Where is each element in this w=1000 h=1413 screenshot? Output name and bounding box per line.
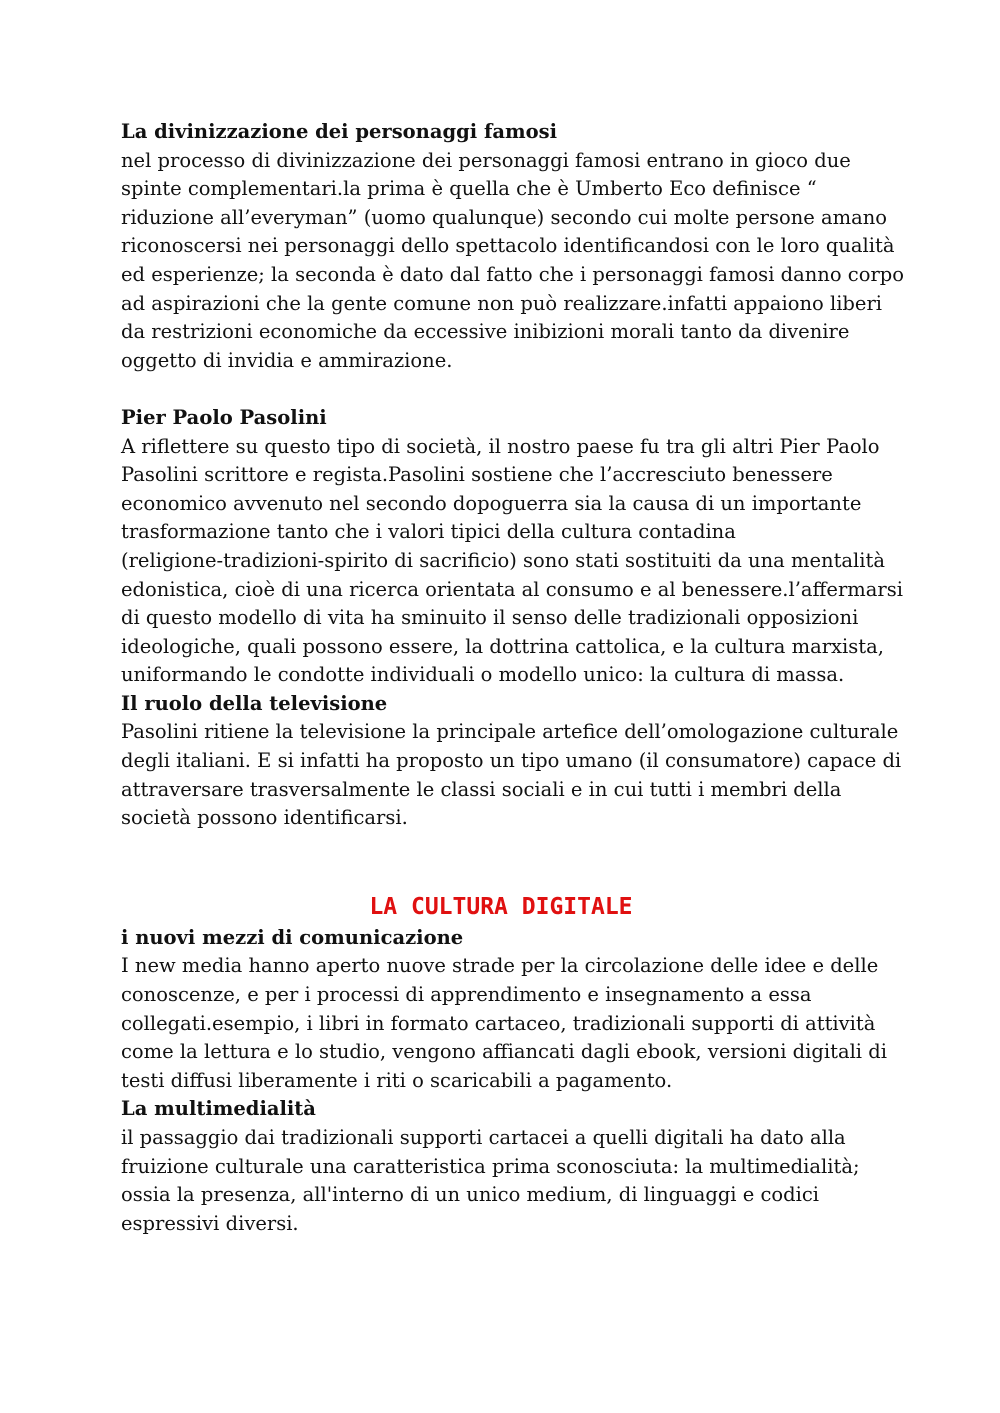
text-line: I new media hanno aperto nuove strade per la circolazione delle idee e delle xyxy=(121,954,879,978)
text-line: A riflettere su questo tipo di società, il nostro paese fu tra gli altri Pier Paolo xyxy=(121,434,880,458)
text-line: collegati.esempio, i libri in formato cartaceo, tradizionali supporti di attività xyxy=(121,1011,876,1035)
section-paragraph xyxy=(121,433,903,690)
text-line: testi diffusi liberamente i riti o scaricabili a pagamento. xyxy=(121,1068,673,1092)
text-line: ed esperienze; la seconda è dato dal fatto che i personaggi famosi danno corpo xyxy=(121,262,904,286)
text-line: nel processo di divinizzazione dei personaggi famosi entrano in gioco due xyxy=(121,148,851,172)
section-paragraph xyxy=(121,952,887,1095)
text-line: (religione-tradizioni-spirito di sacrificio) sono stati sostituiti da una mentalità xyxy=(121,548,885,572)
text-line: ideologiche, quali possono essere, la dottrina cattolica, e la cultura marxista, xyxy=(121,634,884,658)
text-line: conoscenze, e per i processi di apprendimento e insegnamento a essa xyxy=(121,983,812,1007)
section-paragraph xyxy=(121,718,902,832)
text-line: Pasolini scrittore e regista.Pasolini sostiene che l’accresciuto benessere xyxy=(121,463,833,487)
text-line: espressivi diversi. xyxy=(121,1211,299,1235)
section-divinizzazione xyxy=(121,118,904,375)
chapter-title: LA CULTURA DIGITALE xyxy=(369,893,633,920)
text-line: degli italiani. E si infatti ha proposto un tipo umano (il consumatore) capace di xyxy=(121,749,902,773)
text-line: da restrizioni economiche da eccessive inibizioni morali tanto da divenire xyxy=(121,320,850,344)
text-line: oggetto di invidia e ammirazione. xyxy=(121,348,453,372)
section-heading: i nuovi mezzi di comunicazione xyxy=(121,925,464,949)
text-line: ad aspirazioni che la gente comune non può realizzare.infatti appaiono liberi xyxy=(121,291,883,315)
section-heading: La multimedialità xyxy=(121,1097,316,1121)
text-line: società possono identificarsi. xyxy=(121,806,408,830)
text-line: riconoscersi nei personaggi dello spettacolo identificandosi con le loro qualità xyxy=(121,234,895,258)
section-nuovi-mezzi xyxy=(121,924,887,1096)
section-pasolini xyxy=(121,404,903,690)
text-line: ossia la presenza, all'interno di un unico medium, di linguaggi e codici xyxy=(121,1183,820,1207)
section-televisione xyxy=(121,690,902,833)
blank-line xyxy=(121,375,881,404)
text-line: Pasolini ritiene la televisione la principale artefice dell’omologazione culturale xyxy=(121,720,899,744)
text-line: spinte complementari.la prima è quella che è Umberto Eco definisce “ xyxy=(121,177,817,201)
section-multimedialita xyxy=(121,1095,881,1238)
section-heading: Il ruolo della televisione xyxy=(121,691,388,715)
section-paragraph xyxy=(121,1124,881,1238)
section-heading: Pier Paolo Pasolini xyxy=(121,405,327,429)
text-line: il passaggio dai tradizionali supporti cartacei a quelli digitali ha dato alla xyxy=(121,1126,846,1149)
text-line: di questo modello di vita ha sminuito il senso delle tradizionali opposizioni xyxy=(121,606,859,630)
section-heading: La divinizzazione dei personaggi famosi xyxy=(121,120,558,143)
section-paragraph xyxy=(121,147,904,376)
document-page xyxy=(121,118,904,1238)
text-line: economico avvenuto nel secondo dopoguerra sia la causa di un importante xyxy=(121,491,862,515)
text-line: uniformando le condotte individuali o modello unico: la cultura di massa. xyxy=(121,663,845,687)
text-line: riduzione all’everyman” (uomo qualunque) secondo cui molte persone amano xyxy=(121,205,888,229)
text-line: edonistica, cioè di una ricerca orientata al consumo e al benessere.l’affermarsi xyxy=(121,577,903,601)
text-line: attraversare trasversalmente le classi sociali e in cui tutti i membri della xyxy=(121,777,842,801)
text-line: come la lettura e lo studio, vengono affiancati dagli ebook, versioni digitali di xyxy=(121,1040,887,1064)
blank-space xyxy=(121,833,881,890)
text-line: trasformazione tanto che i valori tipici della cultura contadina xyxy=(121,520,736,544)
text-line: fruizione culturale una caratteristica prima sconosciuta: la multimedialità; xyxy=(121,1154,860,1178)
